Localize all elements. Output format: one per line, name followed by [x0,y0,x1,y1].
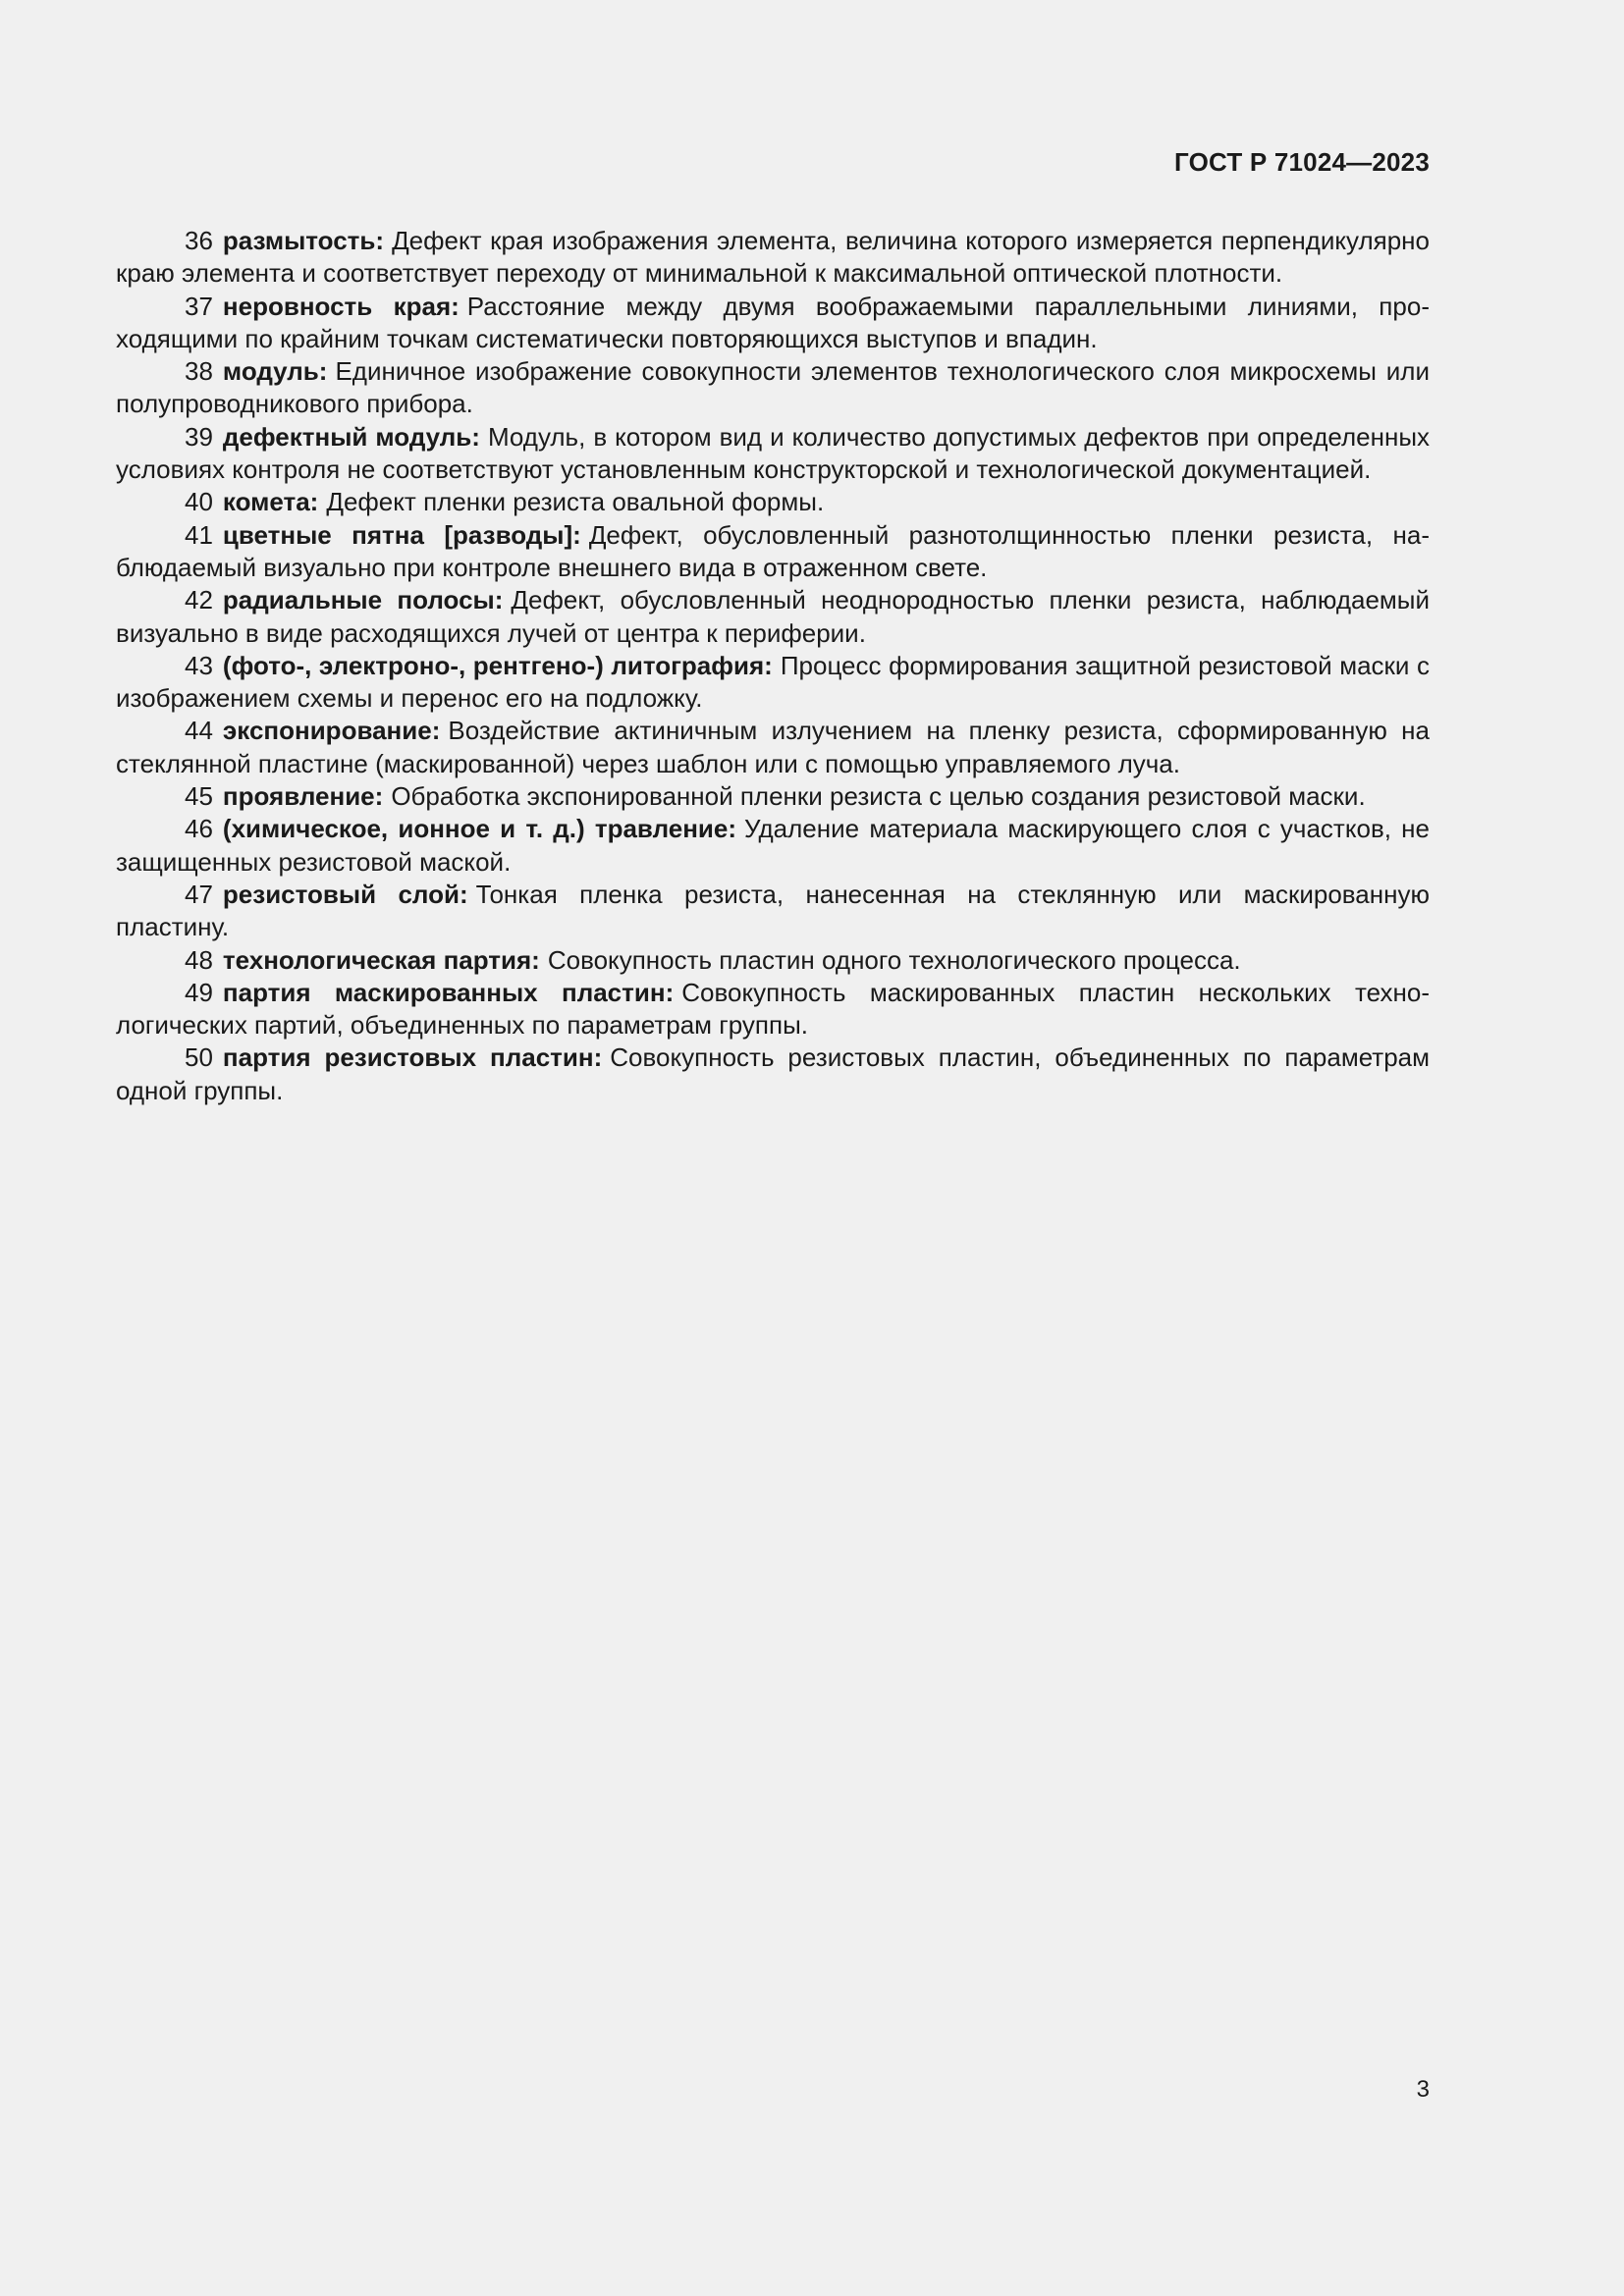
term-definition: Совокупность пластин одного технологического процесса. [547,944,1241,975]
term-definition: Обработка экспонированной пленки резиста с целью создания резистовой маски. [391,781,1366,812]
term-number: 50 [185,1042,213,1073]
term-number: 49 [185,977,213,1007]
term-entry [116,291,1430,356]
term-name: проявление: [222,781,384,812]
terms-list [116,225,1430,1107]
term-definition: Удаление материала маскирующего слоя с участков, не защищенных резистовой маской. [116,814,1431,877]
term-definition: Совокупность резистовых пластин, объединенных по параметрам одной группы. [116,1042,1430,1105]
term-name: комета: [222,487,319,517]
term-definition: Воздействие актиничным излучением на пленку резиста, сформированную на стеклянной пластине (маскированной) через шаблон или с помощью управляемого луча. [116,716,1430,778]
term-number: 37 [185,291,213,321]
term-entry [116,486,1430,518]
term-definition: Совокупность маскированных пластин нескольких технологических партий, объединенных по параметрам группы. [116,977,1430,1041]
term-definition: Расстояние между двумя воображаемыми параллельными линиями, проходящими по крайним точкам систематически повторяющихся выступов и впадин. [116,291,1430,353]
term-number: 40 [185,487,213,517]
term-entry [116,813,1430,879]
term-name: цветные пятна [разводы]: [222,519,581,550]
term-number: 38 [185,356,213,387]
term-name: (химическое, ионное и т. д.) травление: [222,814,737,844]
term-entry [116,519,1430,585]
term-entry [116,715,1430,780]
term-definition: Единичное изображение совокупности элементов технологического слоя микросхемы или полупроводникового прибора. [116,356,1430,419]
term-number: 44 [185,716,213,746]
term-entry [116,780,1430,813]
term-name: (фото-, электроно-, рентгено-) литография: [222,650,773,680]
term-name: экспонирование: [222,716,441,746]
term-number: 43 [185,650,213,680]
term-number: 39 [185,421,213,452]
term-entry [116,977,1430,1042]
term-definition: Модуль, в котором вид и количество допустимых дефектов при определенных условиях контроля не соответствуют установленным конструкторской и технологической документацией. [116,421,1431,485]
term-number: 36 [185,226,213,255]
term-number: 45 [185,781,213,812]
term-entry [116,584,1430,650]
term-name: модуль: [222,356,328,387]
term-number: 46 [185,814,213,844]
term-entry [116,944,1430,977]
term-definition: Дефект, обусловленный неоднородностью пленки резиста, наблюдаемый визуально в виде расходящихся лучей от центра к периферии. [116,585,1430,648]
term-number: 42 [185,585,213,615]
term-name: технологическая партия: [222,944,540,975]
page-number: 3 [1416,2076,1430,2103]
term-name: неровность края: [222,291,460,321]
term-entry [116,879,1430,944]
term-name: дефектный модуль: [222,421,480,452]
term-name: размытость: [222,226,385,255]
term-number: 47 [185,879,213,909]
term-name: партия маскированных пластин: [222,977,675,1007]
term-entry [116,225,1430,291]
term-definition: Процесс формирования защитной резистовой маски с изображением схемы и перенос его на подложку. [116,650,1430,714]
term-entry [116,421,1430,487]
term-definition: Тонкая пленка резиста, нанесенная на стеклянную или маскированную пластину. [116,879,1430,942]
term-name: радиальные полосы: [222,585,504,615]
term-definition: Дефект пленки резиста овальной формы. [326,487,825,517]
term-name: резистовый слой: [222,879,468,909]
term-definition: Дефект, обусловленный разнотолщинностью пленки резиста, наблюдаемый визуально при контроле внешнего вида в отраженном свете. [116,519,1430,582]
term-number: 41 [185,519,213,550]
standard-designation: ГОСТ Р 71024—2023 [1174,147,1430,177]
term-entry [116,650,1430,716]
term-entry [116,1041,1430,1107]
term-definition: Дефект края изображения элемента, величина которого измеряется перпендикулярно краю элемента и соответствует переходу от минимальной к максимальной оптической плотности. [116,226,1430,289]
term-entry [116,355,1430,421]
term-number: 48 [185,944,213,975]
term-name: партия резистовых пластин: [222,1042,603,1073]
